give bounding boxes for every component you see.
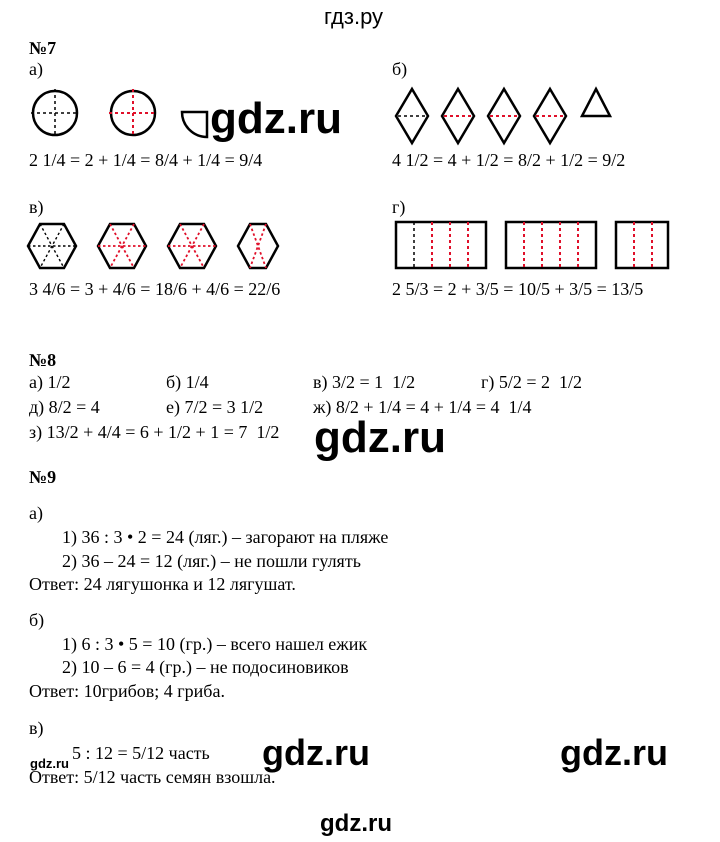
rect-2 (506, 222, 596, 268)
task9-a-step1: 1) 36 : 3 • 2 = 24 (ляг.) – загорают на пляже (62, 527, 389, 547)
triangle (582, 89, 610, 116)
task9-b-answer: Ответ: 10грибов; 4 гриба. (29, 681, 225, 701)
task8-item-b: б) 1/4 (166, 372, 209, 392)
circles-figure (28, 86, 228, 146)
task9-b-label: б) (29, 610, 45, 630)
task7-v-label: в) (29, 197, 44, 217)
task9-v-step1: 5 : 12 = 5/12 часть (72, 743, 210, 763)
watermark-3: gdz.ru (262, 732, 370, 773)
quarter-circle (182, 112, 207, 137)
task7-b-equation: 4 1/2 = 4 + 1/2 = 8/2 + 1/2 = 9/2 (392, 150, 626, 170)
task9-title: №9 (29, 467, 57, 487)
watermark-4: gdz.ru (560, 732, 668, 773)
site-header: гдз.ру (324, 4, 384, 29)
task8-item-a: а) 1/2 (29, 372, 71, 392)
task9-b-step2: 2) 10 – 6 = 4 (гр.) – не подосиновиков (62, 657, 349, 677)
partial-hexagon (238, 224, 278, 268)
task9-v-answer: Ответ: 5/12 часть семян взошла. (29, 767, 276, 787)
circle-1 (31, 89, 79, 137)
task8-item-z: з) 13/2 + 4/4 = 6 + 1/2 + 1 = 7 1/2 (29, 422, 280, 442)
watermark-1: gdz.ru (210, 94, 342, 143)
circle-2 (109, 89, 157, 137)
task7-title: №7 (29, 38, 57, 58)
task9-v-label: в) (29, 718, 44, 738)
task8-item-e: е) 7/2 = 3 1/2 (166, 397, 264, 417)
watermark-2: gdz.ru (314, 413, 446, 462)
watermark-small: gdz.ru (30, 756, 69, 771)
task7-v-equation: 3 4/6 = 3 + 4/6 = 18/6 + 4/6 = 22/6 (29, 279, 281, 299)
task9-a-label: а) (29, 503, 43, 523)
task7-a-label: а) (29, 59, 43, 79)
task7-b-label: б) (392, 59, 408, 79)
task8-item-g: г) 5/2 = 2 1/2 (481, 372, 583, 392)
hexagons-figure (28, 220, 288, 278)
diamonds-figure (395, 86, 620, 148)
task8-item-zh: ж) 8/2 + 1/4 = 4 + 1/4 = 4 1/4 (313, 397, 532, 417)
task7-g-label: г) (392, 197, 406, 217)
task7-g-equation: 2 5/3 = 2 + 3/5 = 10/5 + 3/5 = 13/5 (392, 279, 644, 299)
task8-item-d: д) 8/2 = 4 (29, 397, 100, 417)
rectangles-figure (394, 218, 678, 272)
task9-a-answer: Ответ: 24 лягушонка и 12 лягушат. (29, 574, 296, 594)
rect-1 (396, 222, 486, 268)
task8-item-v: в) 3/2 = 1 1/2 (313, 372, 416, 392)
task9-a-step2: 2) 36 – 24 = 12 (ляг.) – не пошли гулять (62, 551, 361, 571)
watermark-5: gdz.ru (320, 810, 392, 837)
task8-title: №8 (29, 350, 57, 370)
rect-3 (616, 222, 668, 268)
task9-b-step1: 1) 6 : 3 • 5 = 10 (гр.) – всего нашел ежик (62, 634, 368, 654)
task7-a-equation: 2 1/4 = 2 + 1/4 = 8/4 + 1/4 = 9/4 (29, 150, 263, 170)
